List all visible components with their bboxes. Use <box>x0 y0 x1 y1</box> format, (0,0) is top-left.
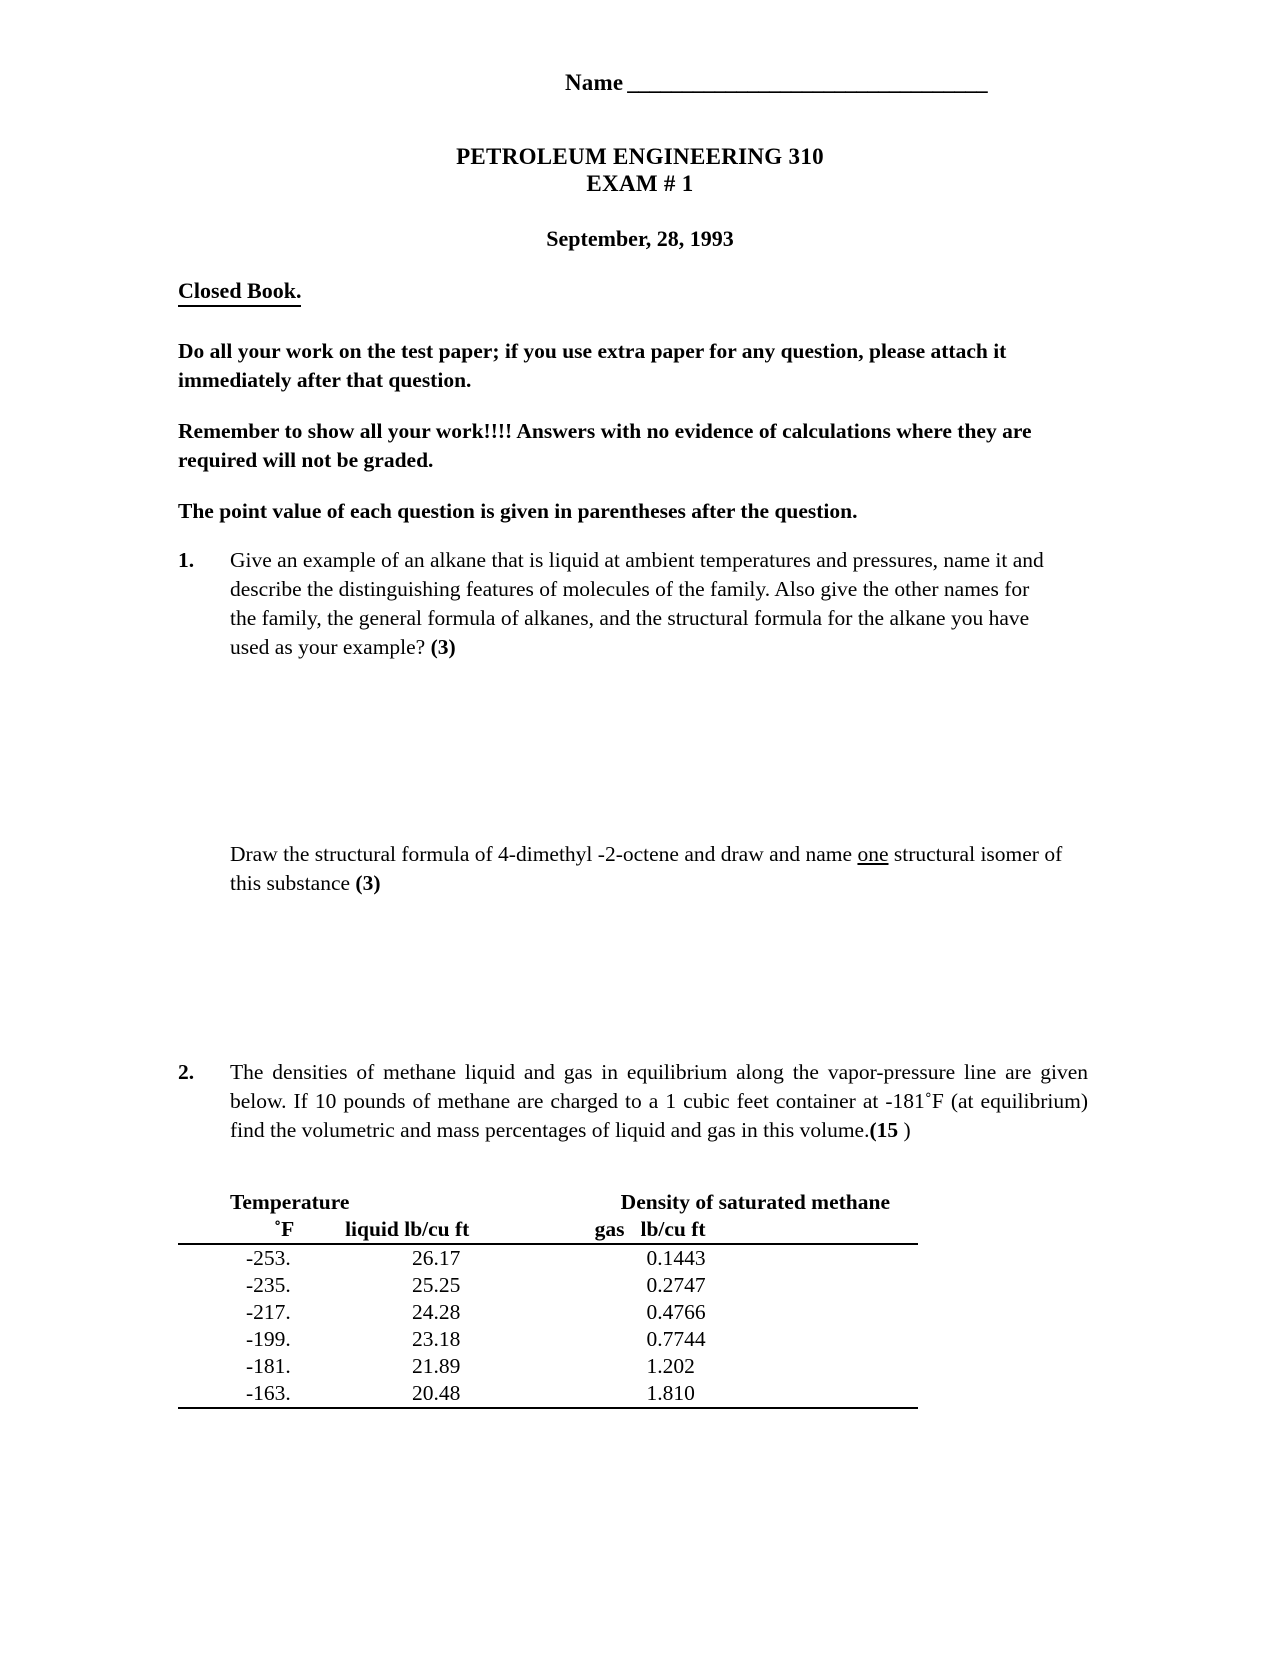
question-2-number: 2. <box>178 1060 195 1084</box>
table-cell-temperature: -163. <box>178 1380 335 1408</box>
name-label: Name <box>565 70 624 95</box>
table-subheader-temperature-unit: ˚F <box>178 1216 335 1244</box>
question-1-text <box>230 546 1060 662</box>
question-1-subprompt <box>230 840 1078 898</box>
table-cell-temperature: -181. <box>246 1354 291 1378</box>
table-header-temperature-group: Temperature <box>230 1190 350 1214</box>
question-1-subprompt-text <box>230 840 1078 898</box>
table-cell-spacer <box>516 1272 624 1299</box>
table-cell-temperature: -199. <box>246 1327 291 1351</box>
table-cell-temperature: -217. <box>246 1300 291 1324</box>
table-cell-spacer <box>516 1380 624 1408</box>
table-cell-liquid-density: 20.48 <box>335 1380 516 1408</box>
instruction-paragraph-2: Remember to show all your work!!!! Answers with no evidence of calculations where they are required will not be graded. <box>178 419 1032 472</box>
table-cell-liquid-density: 23.18 <box>412 1327 461 1351</box>
question-2 <box>178 1058 1088 1145</box>
question-1-subprompt-part-b: structural isomer of this substance <box>230 842 1063 895</box>
table-cell-temperature: -235. <box>246 1273 291 1297</box>
name-field-row <box>565 70 987 96</box>
methane-density-table <box>178 1189 918 1409</box>
question-1-number: 1. <box>178 548 195 572</box>
exam-date: September, 28, 1993 <box>546 226 734 251</box>
question-2-points: (15 <box>869 1118 904 1142</box>
closed-book-notice: Closed Book. <box>178 278 301 307</box>
question-2-prompt: The densities of methane liquid and gas in equilibrium along the vapor-pressure line are given below. If 10 pounds of methane are charged to a 1 cubic feet container at -181˚F (at equilibrium) find the volumetric and mass percentages of liquid and gas in this volume. <box>230 1060 1088 1142</box>
table-cell-gas-density: 0.4766 <box>646 1300 706 1324</box>
table-cell-gas-density: 1.810 <box>624 1380 918 1408</box>
question-1-subprompt-points: (3) <box>355 871 381 895</box>
table-cell-spacer <box>516 1353 624 1380</box>
question-1-prompt: Give an example of an alkane that is liquid at ambient temperatures and pressures, name it and describe the distinguishing features of molecules of the family. Also give the other names for the family, the general formula of alkanes, and the structural formula for the alkane you have used as your example? <box>230 548 1044 659</box>
table-cell-spacer <box>516 1299 624 1326</box>
table-cell-liquid-density: 26.17 <box>412 1246 461 1270</box>
instructions-block <box>178 278 1058 526</box>
table-cell-gas-density: 0.2747 <box>646 1273 706 1297</box>
table-subheader-gas-unit: lb/cu ft <box>624 1216 918 1244</box>
table-cell-liquid-density: 25.25 <box>412 1273 461 1297</box>
title-block <box>0 143 1280 197</box>
table-cell-gas-density: 0.1443 <box>646 1246 706 1270</box>
question-1-points: (3) <box>430 635 456 659</box>
table-header-density-group: Density of saturated methane <box>620 1190 890 1214</box>
table-cell-gas-density: 1.202 <box>646 1354 695 1378</box>
table-subheader-liquid: liquid lb/cu ft <box>335 1216 516 1244</box>
table-cell-temperature: -253. <box>246 1246 291 1270</box>
table-cell-spacer <box>516 1326 624 1353</box>
table-cell-liquid-density: 21.89 <box>412 1354 461 1378</box>
table-row <box>178 1299 918 1326</box>
methane-density-table-wrapper <box>178 1189 918 1409</box>
table-cell-gas-density: 0.7744 <box>646 1327 706 1351</box>
table-body <box>178 1244 918 1408</box>
name-blank-line: _________________________________ <box>627 70 987 95</box>
table-row <box>178 1380 918 1408</box>
exam-title: EXAM # 1 <box>586 171 694 196</box>
instruction-paragraph-1: Do all your work on the test paper; if you use extra paper for any question, please attach it immediately after that question. <box>178 339 1007 392</box>
table-row <box>178 1272 918 1299</box>
table-row <box>178 1326 918 1353</box>
question-1-subprompt-emphasis: one <box>857 842 889 866</box>
table-row <box>178 1244 918 1272</box>
question-2-points-close: ) <box>903 1118 911 1142</box>
table-cell-spacer <box>516 1244 624 1272</box>
question-1-subprompt-part-a: Draw the structural formula of 4-dimethyl -2-octene and draw and name <box>230 842 858 866</box>
table-cell-liquid-density: 24.28 <box>412 1300 461 1324</box>
table-subheader-row <box>178 1216 918 1244</box>
course-title: PETROLEUM ENGINEERING 310 <box>456 144 824 169</box>
instruction-paragraph-3: The point value of each question is given in parentheses after the question. <box>178 499 858 523</box>
table-group-header-row <box>178 1189 918 1216</box>
table-head <box>178 1189 918 1244</box>
table-subheader-gas: gas <box>516 1216 624 1244</box>
question-1 <box>178 546 1078 662</box>
table-row <box>178 1353 918 1380</box>
question-2-text <box>230 1058 1088 1145</box>
